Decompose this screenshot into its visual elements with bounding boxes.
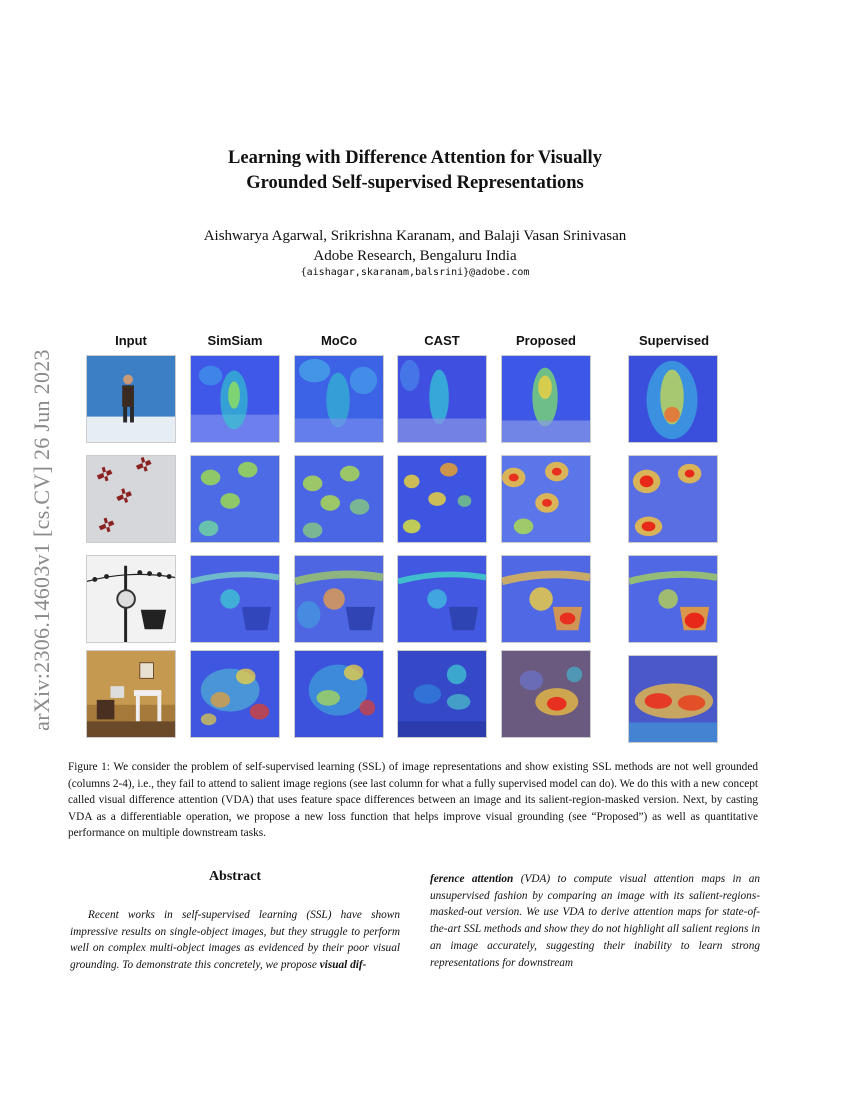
figure-heatmap <box>397 650 487 738</box>
title-line-1: Learning with Difference Attention for Visually <box>228 148 602 168</box>
figure-heatmap <box>501 455 591 543</box>
figure-heatmap <box>190 355 280 443</box>
abstract-text-right <box>430 871 760 971</box>
figure-heatmap <box>628 655 718 743</box>
figure-input-image <box>86 355 176 443</box>
paper-title <box>100 146 730 196</box>
column-header-supervised: Supervised <box>638 333 710 348</box>
column-header-proposed: Proposed <box>516 333 576 348</box>
figure-heatmap <box>628 555 718 643</box>
figure-input-image <box>86 555 176 643</box>
figure-caption: Figure 1: We consider the problem of self-supervised learning (SSL) of image representations and show existing SSL methods are not well grounded (columns 2-4), i.e., they fail to attend to salient image regions (see last column for what a fully supervised model can do). We do this with a new concept called visual difference attention (VDA) that uses feature space differences between an image and its salient-region-masked version. Next, by casting VDA as a differentiable operation, we propose a new loss function that helps improve visual grounding (see “Proposed”) as well as quantitative performance on multiple downstream tasks. <box>68 761 759 839</box>
author-names: Aishwarya Agarwal, Srikrishna Karanam, and Balaji Vasan Srinivasan <box>203 228 627 244</box>
figure-heatmap <box>294 555 384 643</box>
author-affiliation: Adobe Research, Bengaluru India <box>313 248 517 264</box>
figure-heatmap <box>190 650 280 738</box>
figure-heatmap <box>501 650 591 738</box>
figure-heatmap <box>294 455 384 543</box>
figure-heatmap <box>190 455 280 543</box>
figure-heatmap <box>294 650 384 738</box>
abstract-text-left <box>70 907 400 974</box>
title-line-2: Grounded Self-supervised Representations <box>246 173 584 193</box>
figure-heatmap <box>501 355 591 443</box>
figure-heatmap <box>628 455 718 543</box>
abstract-left-text: Recent works in self-supervised learning (SSL) have shown impressive results on single-object images, but they struggle to perform well on complex multi-object images as evidenced by their poor visual grounding. To demonstrate this concretely, we propose <box>70 909 400 972</box>
figure-heatmap <box>397 555 487 643</box>
abstract-left-bold: visual dif- <box>319 959 367 972</box>
figure-heatmap <box>397 455 487 543</box>
column-header-simsiam: SimSiam <box>207 333 263 348</box>
figure-heatmap <box>294 355 384 443</box>
column-header-cast: CAST <box>424 333 460 348</box>
author-block <box>100 226 730 266</box>
abstract-heading: Abstract <box>208 869 262 884</box>
arxiv-stamp-text: arXiv:2306.14603v1 [cs.CV] 26 Jun 2023 <box>29 349 54 731</box>
author-emails: {aishagar,skaranam,balsrini}@adobe.com <box>300 267 530 278</box>
figure-input-image <box>86 650 176 738</box>
figure-heatmap <box>628 355 718 443</box>
figure-input-image <box>86 455 176 543</box>
abstract-right-bold: ference attention <box>430 873 514 885</box>
figure-heatmap <box>190 555 280 643</box>
column-header-moco: MoCo <box>320 333 358 348</box>
column-header-input: Input <box>115 333 147 348</box>
figure-heatmap <box>501 555 591 643</box>
figure-heatmap <box>397 355 487 443</box>
arxiv-stamp <box>22 300 62 780</box>
abstract-right-text: (VDA) to compute visual attention maps in an unsupervised fashion by comparing an image with its salient-regions-masked-out version. We use VDA to derive attention maps for state-of-the-art SSL methods and show they do not highlight all salient regions in an image accurately, suggesting their inability to learn strong representations for downstream <box>430 873 760 969</box>
